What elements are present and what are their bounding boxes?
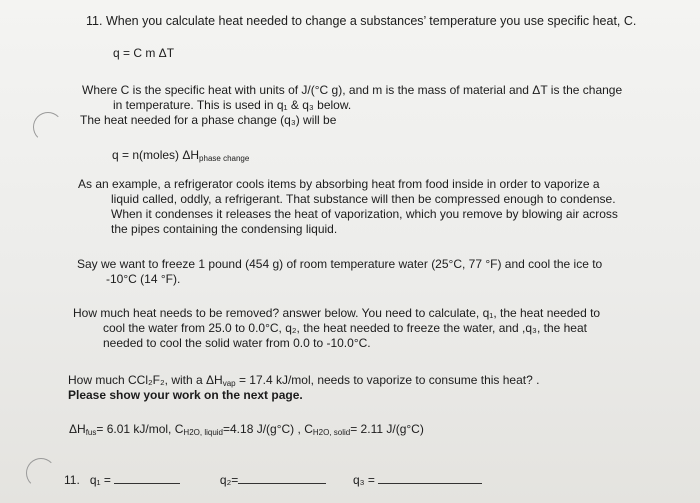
how-line-2: cool the water from 25.0 to 0.0°C, q₂, the heat needed to freeze the water, and ,q₃, the heat: [103, 321, 587, 335]
say-line-1: Say we want to freeze 1 pound (454 g) of room temperature water (25°C, 77 °F) and cool the ice to: [77, 257, 603, 271]
q2-label: q₂=: [219, 473, 239, 487]
q1-label: q₁ =: [89, 473, 111, 487]
c-liquid-subscript: H2O, liquid: [183, 428, 223, 437]
c-solid-symbol: C: [304, 422, 313, 436]
constants-line: [69, 422, 424, 440]
phase-change-line: The heat needed for a phase change (q₃) will be: [80, 113, 337, 127]
phase-change-equation: [112, 148, 249, 166]
question-intro: [86, 14, 636, 28]
q2-blank[interactable]: [238, 473, 326, 484]
say-line-2: -10°C (14 °F).: [106, 272, 181, 286]
c-liquid-symbol: C: [174, 422, 184, 436]
dh-fus-value: = 6.01 kJ/mol,: [96, 422, 172, 436]
example-line-2: liquid called, oddly, a refrigerant. That substance will then be compressed enough to condense.: [111, 192, 616, 206]
ccl-question-text: How much CCl₂F₂, with a ΔH: [68, 373, 223, 387]
binder-hole-bottom: [26, 458, 56, 488]
c-liquid-value: =4.18 J/(g°C) ,: [223, 422, 301, 436]
where-line-2: in temperature. This is used in q₁ & q₃ below.: [113, 98, 352, 112]
example-line-3: When it condenses it releases the heat of vaporization, which you remove by blowing air across: [111, 207, 618, 221]
c-solid-subscript: H2O, solid: [312, 428, 351, 437]
q3-label: q₃ =: [352, 473, 375, 487]
fus-subscript: fus: [85, 428, 97, 437]
example-line-4: the pipes containing the condensing liquid.: [111, 222, 338, 236]
example-line-1: As an example, a refrigerator cools items by absorbing heat from food inside in order to vaporize a: [78, 177, 600, 191]
vap-subscript: vap: [222, 379, 236, 388]
specific-heat-equation: q = C m ΔT: [113, 46, 175, 60]
eq2-subscript: phase change: [199, 154, 250, 163]
q3-blank[interactable]: [378, 473, 482, 484]
answer-row: [64, 473, 482, 487]
dh-fus-symbol: ΔH: [69, 422, 86, 436]
answer-number: 11.: [64, 473, 80, 487]
c-solid-value: = 2.11 J/(g°C): [350, 422, 424, 436]
ccl-question-rest: = 17.4 kJ/mol, needs to vaporize to consume this heat? .: [235, 373, 540, 387]
how-line-1: How much heat needs to be removed? answer below. You need to calculate, q₁, the heat needed to: [73, 306, 601, 320]
intro-text: When you calculate heat needed to change a substances’ temperature you use specific heat, C.: [105, 14, 637, 28]
where-line-1: Where C is the specific heat with units of J/(°C g), and m is the mass of material and ΔT is the change: [82, 83, 623, 97]
binder-hole-top: [33, 112, 63, 142]
eq2-main: q = n(moles) ΔH: [112, 148, 200, 162]
show-work-instruction: Please show your work on the next page.: [68, 388, 303, 402]
how-line-3: needed to cool the solid water from 0.0 to -10.0°C.: [103, 336, 371, 350]
question-number: 11.: [86, 14, 103, 28]
q1-blank[interactable]: [114, 473, 180, 484]
